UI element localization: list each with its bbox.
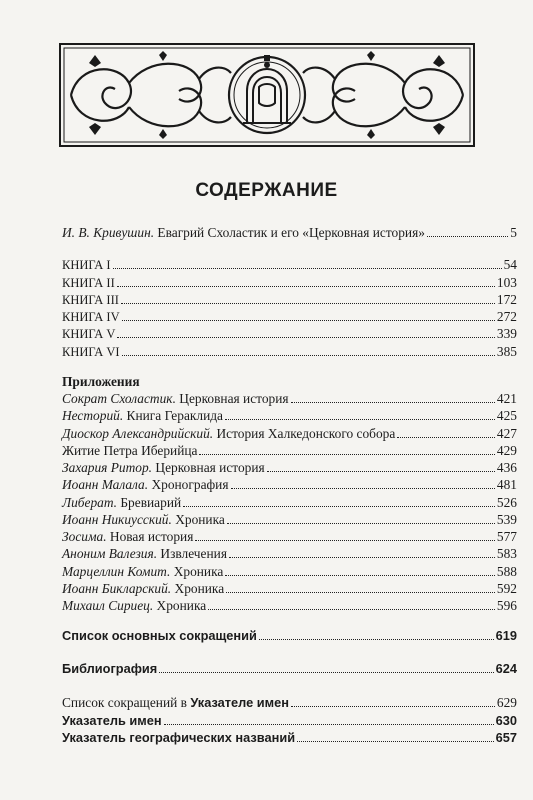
toc-page-number: 526 [496,495,517,510]
toc-page-number: 172 [496,292,517,307]
toc-page-number: 421 [496,391,517,406]
toc-entry-appendix [62,459,517,477]
toc-page-number: 54 [503,257,517,272]
toc-entry-appendix [62,580,517,598]
leader-dots [117,275,495,287]
toc-entry-appendix [62,425,517,443]
toc-title: Библиография [62,661,158,676]
leader-dots [195,529,495,541]
leader-dots [259,628,494,640]
toc-title: Извлечения [157,546,227,561]
toc-author: Аноним Валезия. [62,546,158,561]
leader-dots [291,391,495,403]
toc-title: Указатель географических названий [62,730,296,745]
toc-title: Хроника [170,564,224,579]
leader-dots [208,598,495,610]
toc-entry-appendix [62,390,517,408]
toc-author: Михаил Сириец. [62,598,154,613]
toc-title-bold: Указателе имен [190,695,289,710]
toc-title: Хроника [171,581,225,596]
toc-title: Хронография [148,477,229,492]
toc-title: Житие Петра Иберийца [62,443,198,458]
toc-page-number: 272 [496,309,517,324]
toc-author: И. В. Кривушин. [62,225,155,240]
toc-author: Иоанн Бикларский. [62,581,172,596]
toc-entry-index-geography [62,729,517,747]
toc-title: КНИГА III [62,293,119,307]
ornamental-header-frame [59,43,475,147]
toc-entry-appendix [62,407,517,425]
leader-dots [225,408,495,420]
leader-dots [122,309,495,321]
toc-title: Книга Гераклида [123,408,223,423]
toc-entry-bibliography [62,660,517,678]
toc-entry-book [62,256,517,274]
toc-author: Несторий. [62,408,124,423]
leader-dots [427,225,508,237]
toc-title: КНИГА IV [62,310,120,324]
toc-page-number: 624 [495,661,517,676]
toc-page-number: 385 [496,344,517,359]
toc-title: Новая история [106,529,194,544]
leader-dots [297,730,494,742]
toc-title: История Халкедонского собора [213,426,396,441]
toc-page-number: 596 [496,598,517,613]
toc-page-number: 429 [496,443,517,458]
toc-entry-book [62,308,517,326]
toc-title: КНИГА VI [62,345,120,359]
leader-dots [291,695,495,707]
toc-entry-book [62,343,517,361]
leader-dots [183,495,495,507]
toc-title: КНИГА I [62,258,111,272]
toc-title: Церковная история [175,391,289,406]
leader-dots [226,581,495,593]
leader-dots [121,292,495,304]
toc-title: Церковная история [152,460,265,475]
toc-page-number: 577 [496,529,517,544]
toc-page-number: 425 [496,408,517,423]
toc-page-number: 619 [495,628,517,643]
toc-author: Марцеллин Комит. [62,564,171,579]
toc-page-number: 436 [496,460,517,475]
toc-entry-abbreviations [62,627,517,645]
toc-title: Хроника [153,598,207,613]
toc-page-number: 629 [496,695,517,710]
leader-dots [164,713,494,725]
toc-author: Иоанн Никиусский. [62,512,172,527]
toc-author: Диоскор Александрийский. [62,426,214,441]
toc-page-number: 427 [496,426,517,441]
toc-entry-intro [62,224,517,242]
toc-page-number: 592 [496,581,517,596]
leader-dots [199,443,494,455]
leader-dots [227,512,495,524]
page-title: СОДЕРЖАНИЕ [195,180,338,201]
toc-entry-index-abbreviations [62,694,517,712]
leader-dots [225,564,495,576]
toc-entry-appendix [62,476,517,494]
toc-title: КНИГА II [62,276,115,290]
toc-entry-book [62,291,517,309]
toc-entry-book [62,274,517,292]
toc-page-number: 539 [496,512,517,527]
toc-title: Хроника [171,512,225,527]
toc-entry-appendix [62,528,517,546]
toc-author: Иоанн Малала. [62,477,149,492]
toc-entry-appendix [62,597,517,615]
toc-title: КНИГА V [62,327,116,341]
toc-entry-appendix [62,494,517,512]
toc-page-number: 630 [495,713,517,728]
toc-page-number: 583 [496,546,517,561]
leader-dots [397,426,495,438]
section-heading: Приложения [62,374,140,389]
leader-dots [159,661,493,673]
toc-author: Захария Ритор. [62,460,153,475]
toc-page-number: 588 [496,564,517,579]
leader-dots [113,257,502,269]
toc-title: Список основных сокращений [62,628,257,643]
toc-page-number: 5 [510,225,517,240]
leader-dots [267,460,495,472]
toc-entry-appendix [62,545,517,563]
toc-entry-appendix [62,563,517,581]
toc-title: Указатель имен [62,713,162,728]
toc-title: Бревиарий [117,495,182,510]
toc-page-number: 103 [496,275,517,290]
leader-dots [231,477,495,489]
toc-title: Евагрий Схоластик и его «Церковная история» [154,225,425,240]
toc-entry-book [62,325,517,343]
toc-author: Зосима. [62,529,107,544]
toc-entry-appendix [62,442,517,460]
leader-dots [229,546,495,558]
toc-author: Либерат. [62,495,118,510]
toc-page-number: 339 [496,326,517,341]
leader-dots [122,344,495,356]
toc-title: Список сокращений в [62,695,191,710]
toc-page-number: 657 [495,730,517,745]
leader-dots [117,326,494,338]
toc-entry-appendix [62,511,517,529]
toc-page-number: 481 [496,477,517,492]
toc-author: Сократ Схоластик. [62,391,176,406]
toc-entry-index-names [62,712,517,730]
